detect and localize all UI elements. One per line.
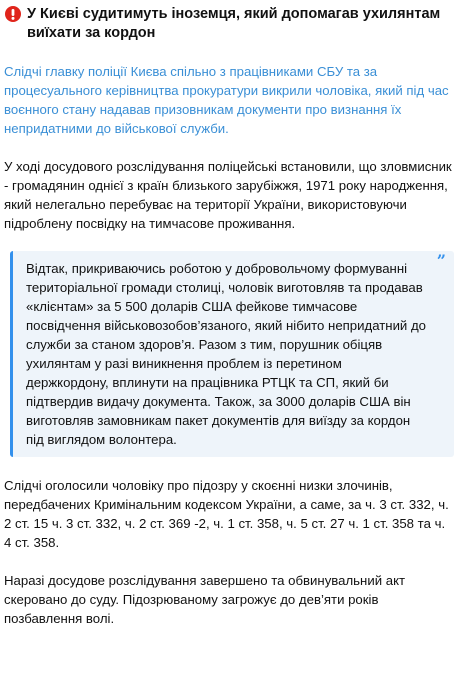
blockquote — [10, 251, 454, 457]
blockquote-text: Відтак, прикриваючись роботою у добровольчому формуванні територіальної громади столиці, чоловік виготовляв та продавав «клієнтам» за 5 500 доларів США фейкове тимчасове посвідчення військовозобов’язаного, який нібито непридатний до служби за станом здоров’я. Разом з тим, порушник обіцяв ухилянтам у разі виникнення проблем із перетином держкордону, вплинути на працівника РТЦК та СП, який би підтвердив видачу документа. Також, за 3000 доларів США він виготовляв замовникам пакет документів для виїзду за кордон під виглядом волонтера. — [26, 261, 426, 447]
lead-paragraph: Слідчі главку поліції Києва спільно з працівниками СБУ та за процесуального керівництва прокуратури викрили чоловіка, який під час воєнного стану надавав призовникам документи про визнання їх непридатними до військової служби. — [4, 64, 449, 136]
quote-mark-icon: ” — [436, 251, 446, 270]
paragraph-court: Наразі досудове розслідування завершено та обвинувальний акт скеровано до суду. Підозрюваному загрожує до дев’яти років позбавлення волі. — [4, 573, 406, 626]
headline-text: У Києві судитимуть іноземця, який допомагав ухилянтам виїхати за кордон — [27, 6, 441, 41]
paragraph-suspicion: Слідчі оголосили чоловіку про підозру у скоєнні низки злочинів, передбачених Кримінальним кодексом України, а саме, за ч. 3 ст. 332, ч. 2 ст. 15 ч. 3 ст. 332, ч. 2 ст. 369 -2, ч. 1 ст. 358, ч. 5 ст. 27 ч. 1 ст. 358 та ч. 4 ст. 358. — [4, 478, 449, 550]
paragraph-investigation: У ході досудового розслідування поліцейські встановили, що зловмисник - громадянин однієї з країн близького зарубіжжя, 1971 року народження, який нелегально перебуває на території України, використовуючи підроблену посвідку на тимчасове проживання. — [4, 159, 452, 231]
exclamation-alert-icon — [5, 6, 21, 22]
headline — [4, 0, 454, 43]
